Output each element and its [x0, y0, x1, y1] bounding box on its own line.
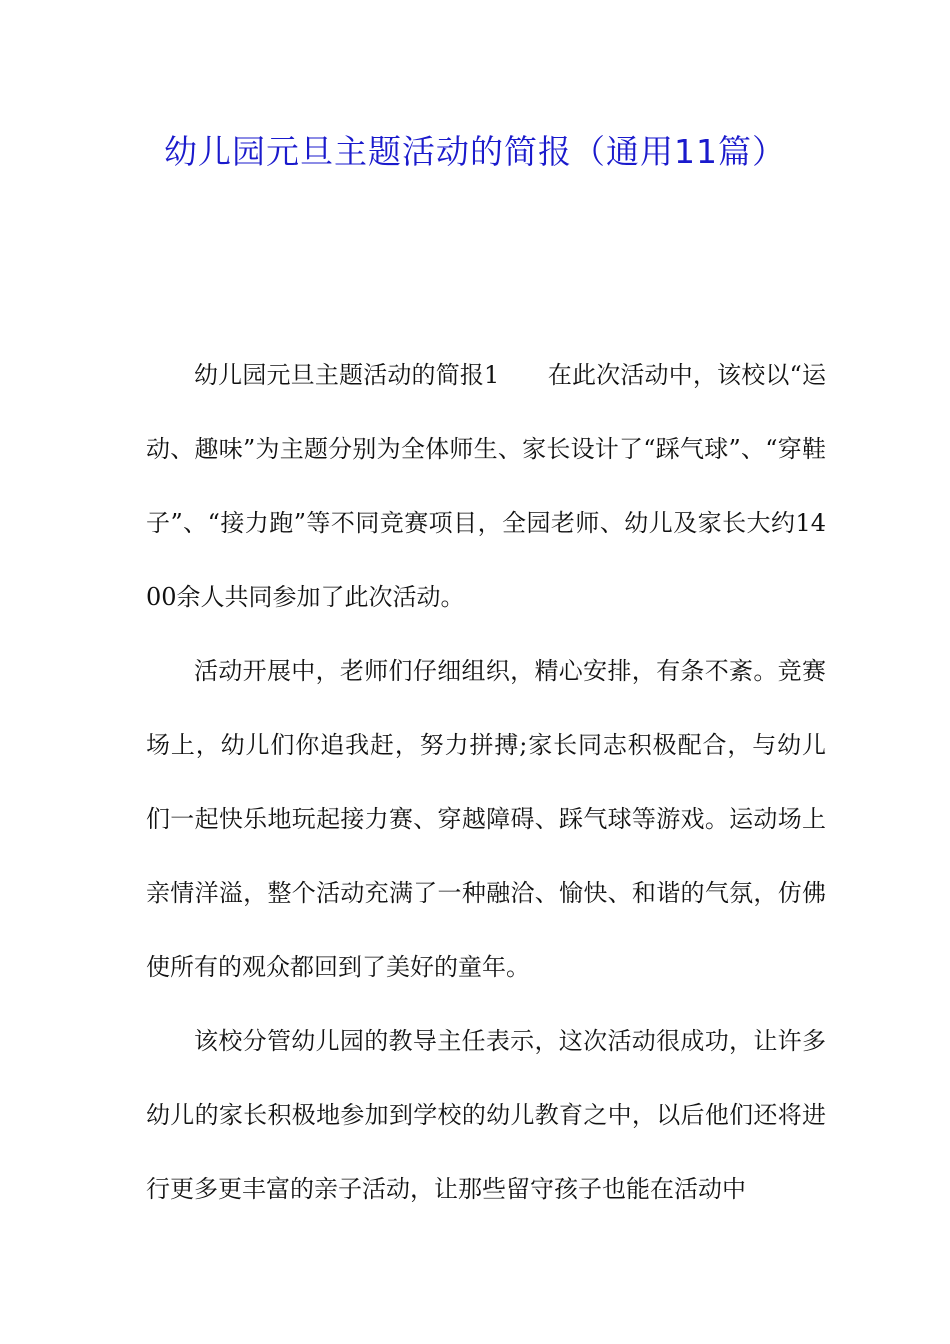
- document-body: [146, 338, 826, 1226]
- paragraph-2: 活动开展中，老师们仔细组织，精心安排，有条不紊。竞赛场上，幼儿们你追我赶，努力拼搏;家长同志积极配合，与幼儿们一起快乐地玩起接力赛、穿越障碍、踩气球等游戏。运动场上亲情洋溢，整个活动充满了一种融洽、愉快、和谐的气氛，仿佛使所有的观众都回到了美好的童年。: [146, 657, 826, 981]
- document-title: 幼儿园元旦主题活动的简报（通用11篇）: [164, 132, 786, 171]
- paragraph-1: 幼儿园元旦主题活动的简报1 在此次活动中，该校以“运动、趣味”为主题分别为全体师生、家长设计了“踩气球”、“穿鞋子”、“接力跑”等不同竞赛项目，全园老师、幼儿及家长大约1400余人共同参加了此次活动。: [146, 361, 826, 611]
- paragraph-3: 该校分管幼儿园的教导主任表示，这次活动很成功，让许多幼儿的家长积极地参加到学校的幼儿教育之中，以后他们还将进行更多更丰富的亲子活动，让那些留守孩子也能在活动中: [146, 1027, 826, 1203]
